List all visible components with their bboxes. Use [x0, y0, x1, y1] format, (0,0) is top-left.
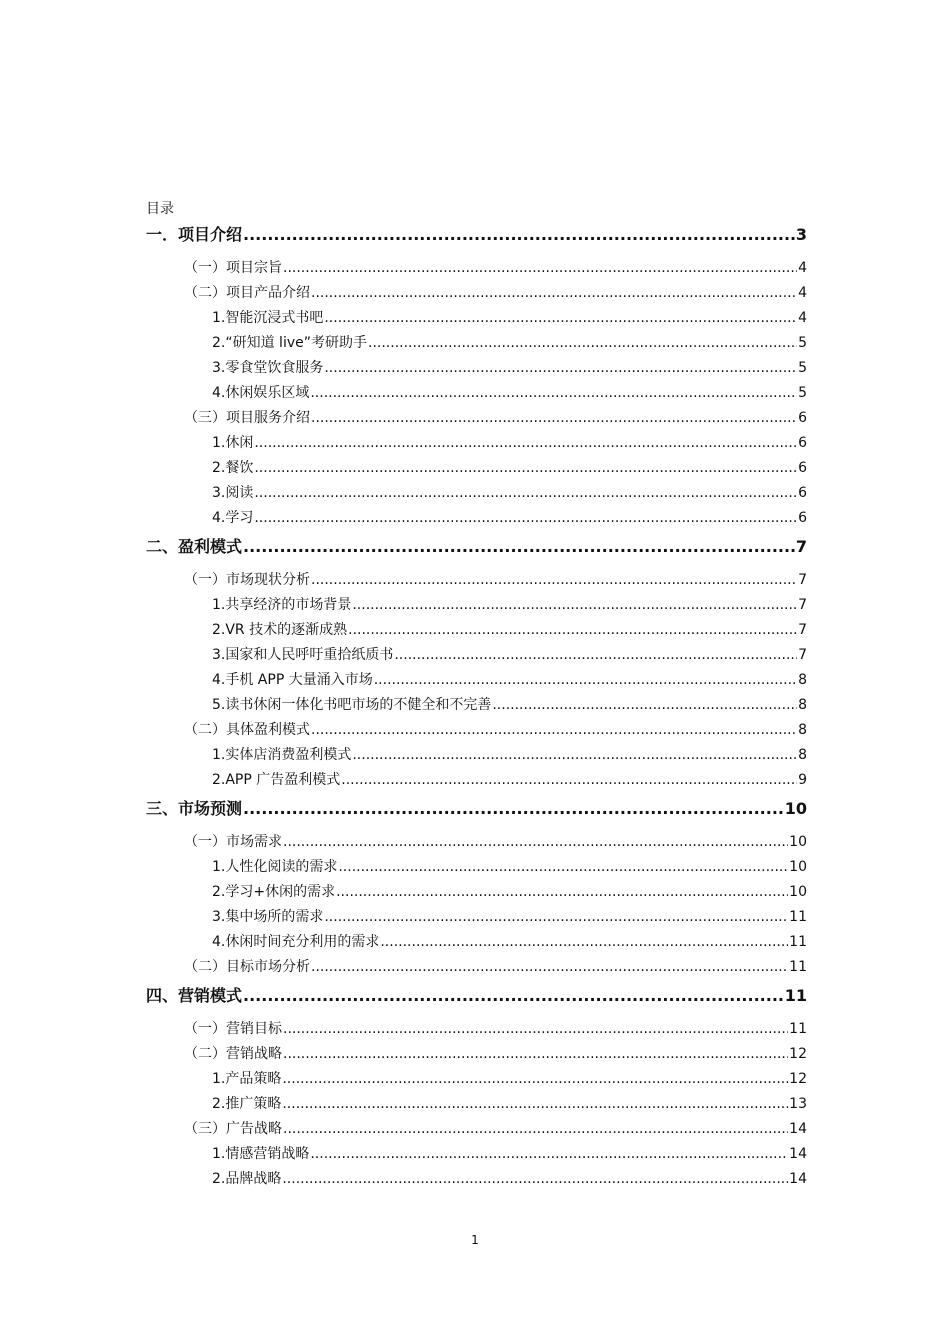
toc-dot-leader	[324, 907, 788, 927]
toc-dot-leader	[348, 620, 797, 640]
toc-entry[interactable]	[184, 957, 807, 977]
toc-dot-leader	[374, 670, 797, 690]
toc-dot-leader	[254, 508, 797, 528]
toc-dot-leader	[368, 333, 797, 353]
toc-entry-label: （一）市场现状分析	[184, 572, 310, 588]
toc-entry-label: （二）具体盈利模式	[184, 722, 310, 738]
toc-entry-label: 4.休闲时间充分利用的需求	[212, 934, 380, 950]
toc-entry-page: 12	[789, 1046, 807, 1062]
toc-dot-leader	[311, 283, 797, 303]
toc-entry-page: 5	[798, 335, 807, 351]
toc-dot-leader	[324, 358, 797, 378]
toc-dot-leader	[311, 570, 797, 590]
toc-dot-leader	[243, 798, 784, 820]
toc-entry[interactable]	[212, 745, 807, 765]
toc-dot-leader	[341, 770, 797, 790]
toc-entry-label: 2.餐饮	[212, 460, 254, 476]
toc-entry-page: 8	[798, 697, 807, 713]
toc-dot-leader	[283, 258, 797, 278]
toc-entry[interactable]	[146, 224, 807, 246]
toc-dot-leader	[311, 408, 797, 428]
toc-dot-leader	[283, 1019, 788, 1039]
toc-entry-label: 5.读书休闲一体化书吧市场的不健全和不完善	[212, 697, 492, 713]
toc-entry[interactable]	[184, 570, 807, 590]
toc-entry-label: 1.实体店消费盈利模式	[212, 747, 352, 763]
toc-entry[interactable]	[212, 670, 807, 690]
toc-entry[interactable]	[212, 1144, 807, 1164]
toc-entry[interactable]	[212, 645, 807, 665]
page-number: 1	[471, 1233, 479, 1247]
toc-entry-page: 8	[798, 747, 807, 763]
toc-dot-leader	[394, 645, 797, 665]
toc-entry-label: （一）营销目标	[184, 1021, 282, 1037]
toc-entry-label: 1.人性化阅读的需求	[212, 859, 338, 875]
toc-entry[interactable]	[212, 620, 807, 640]
toc-entry-page: 6	[798, 460, 807, 476]
toc-dot-leader	[311, 957, 788, 977]
toc-entry-page: 10	[789, 859, 807, 875]
toc-entry-label: 2.APP 广告盈利模式	[212, 772, 341, 788]
toc-entry-label: 2.推广策略	[212, 1096, 282, 1112]
toc-entry[interactable]	[212, 458, 807, 478]
toc-dot-leader	[243, 985, 784, 1007]
toc-entry-label: （二）项目产品介绍	[184, 285, 310, 301]
toc-entry[interactable]	[212, 1069, 807, 1089]
toc-entry-label: （一）项目宗旨	[184, 260, 282, 276]
toc-entry[interactable]	[212, 308, 807, 328]
toc-entry-page: 11	[789, 959, 807, 975]
toc-dot-leader	[352, 745, 797, 765]
toc-entry-label: 2.“研知道 live”考研助手	[212, 335, 367, 351]
toc-entry-label: 4.休闲娱乐区域	[212, 385, 310, 401]
toc-entry-label: 1.产品策略	[212, 1071, 282, 1087]
toc-entry-page: 6	[798, 485, 807, 501]
toc-dot-leader	[492, 695, 797, 715]
toc-entry-label: （二）目标市场分析	[184, 959, 310, 975]
toc-entry-page: 8	[798, 722, 807, 738]
toc-entry-label: 四、营销模式	[146, 986, 243, 1005]
toc-dot-leader	[243, 224, 795, 246]
toc-entry-page: 10	[789, 834, 807, 850]
toc-entry[interactable]	[212, 358, 807, 378]
toc-entry-page: 13	[789, 1096, 807, 1112]
toc-entry-label: 1.共享经济的市场背景	[212, 597, 352, 613]
toc-entry-page: 4	[798, 260, 807, 276]
toc-entry-page: 11	[789, 934, 807, 950]
toc-dot-leader	[254, 458, 797, 478]
toc-entry-page: 4	[798, 285, 807, 301]
toc-entry[interactable]	[212, 907, 807, 927]
toc-entry[interactable]	[146, 798, 807, 820]
toc-entry-label: 2.VR 技术的逐渐成熟	[212, 622, 348, 638]
toc-entry-page: 3	[795, 225, 807, 244]
toc-entry[interactable]	[212, 483, 807, 503]
toc-dot-leader	[243, 536, 795, 558]
toc-entry-page: 14	[789, 1146, 807, 1162]
toc-dot-leader	[310, 383, 797, 403]
toc-entry-label: 4.学习	[212, 510, 254, 526]
toc-entry[interactable]	[184, 1044, 807, 1064]
toc-entry-label: 3.集中场所的需求	[212, 909, 324, 925]
toc-entry[interactable]	[212, 383, 807, 403]
toc-dot-leader	[283, 832, 788, 852]
toc-entry-label: 2.学习+休闲的需求	[212, 884, 336, 900]
toc-entry[interactable]	[184, 832, 807, 852]
toc-dot-leader	[352, 595, 797, 615]
toc-entry-page: 6	[798, 510, 807, 526]
toc-entry-label: （三）项目服务介绍	[184, 410, 310, 426]
toc-entry-label: 4.手机 APP 大量涌入市场	[212, 672, 373, 688]
toc-entry-page: 7	[798, 597, 807, 613]
toc-entry[interactable]	[212, 1094, 807, 1114]
toc-entry-label: 二、盈利模式	[146, 537, 243, 556]
toc-dot-leader	[254, 433, 797, 453]
toc-entry-page: 7	[798, 647, 807, 663]
toc-entry-page: 7	[798, 622, 807, 638]
toc-title: 目录	[146, 201, 174, 217]
toc-entry-label: 1.休闲	[212, 435, 254, 451]
toc-entry[interactable]	[212, 857, 807, 877]
toc-entry[interactable]	[212, 433, 807, 453]
toc-dot-leader	[283, 1044, 788, 1064]
toc-entry-label: 3.零食堂饮食服务	[212, 360, 324, 376]
toc-entry[interactable]	[212, 770, 807, 790]
toc-entry[interactable]	[146, 985, 807, 1007]
toc-entry-page: 11	[784, 986, 807, 1005]
toc-dot-leader	[311, 720, 797, 740]
toc-entry[interactable]	[212, 595, 807, 615]
toc-entry-label: 3.国家和人民呼吁重拾纸质书	[212, 647, 394, 663]
toc-dot-leader	[380, 932, 788, 952]
toc-entry-page: 7	[795, 537, 807, 556]
toc-dot-leader	[283, 1119, 788, 1139]
toc-entry[interactable]	[184, 720, 807, 740]
toc-entry[interactable]	[212, 882, 807, 902]
toc-entry[interactable]	[212, 932, 807, 952]
toc-dot-leader	[336, 882, 788, 902]
toc-entry-page: 14	[789, 1171, 807, 1187]
toc-entry-page: 10	[784, 799, 807, 818]
toc-entry[interactable]	[184, 1119, 807, 1139]
toc-entry-page: 11	[789, 1021, 807, 1037]
toc-entry-page: 8	[798, 672, 807, 688]
toc-entry-page: 5	[798, 385, 807, 401]
toc-entry-label: 2.品牌战略	[212, 1171, 282, 1187]
toc-entry[interactable]	[212, 333, 807, 353]
toc-entry-page: 6	[798, 435, 807, 451]
toc-entry-page: 5	[798, 360, 807, 376]
toc-dot-leader	[282, 1069, 788, 1089]
toc-entry[interactable]	[184, 258, 807, 278]
toc-entry[interactable]	[212, 508, 807, 528]
toc-entry-page: 7	[798, 572, 807, 588]
toc-entry-label: （二）营销战略	[184, 1046, 282, 1062]
toc-entry-label: （三）广告战略	[184, 1121, 282, 1137]
toc-entry-page: 14	[789, 1121, 807, 1137]
toc-entry[interactable]	[212, 1169, 807, 1189]
toc-entry-label: 一．项目介绍	[146, 225, 243, 244]
toc-entry[interactable]	[184, 1019, 807, 1039]
toc-entry-label: 三、市场预测	[146, 799, 243, 818]
toc-entry-label: （一）市场需求	[184, 834, 282, 850]
toc-entry[interactable]	[184, 283, 807, 303]
toc-dot-leader	[310, 1144, 788, 1164]
toc-entry-label: 1.情感营销战略	[212, 1146, 310, 1162]
toc-entry-page: 12	[789, 1071, 807, 1087]
toc-entry-label: 3.阅读	[212, 485, 254, 501]
toc-entry[interactable]	[146, 536, 807, 558]
toc-entry[interactable]	[184, 408, 807, 428]
toc-dot-leader	[282, 1094, 788, 1114]
toc-entry-page: 9	[798, 772, 807, 788]
toc-entry-label: 1.智能沉浸式书吧	[212, 310, 324, 326]
toc-dot-leader	[254, 483, 797, 503]
toc-dot-leader	[338, 857, 788, 877]
toc-entry-page: 11	[789, 909, 807, 925]
toc-dot-leader	[324, 308, 797, 328]
toc-dot-leader	[282, 1169, 788, 1189]
toc-entry[interactable]	[212, 695, 807, 715]
toc-entry-page: 4	[798, 310, 807, 326]
toc-entry-page: 10	[789, 884, 807, 900]
toc-entry-page: 6	[798, 410, 807, 426]
